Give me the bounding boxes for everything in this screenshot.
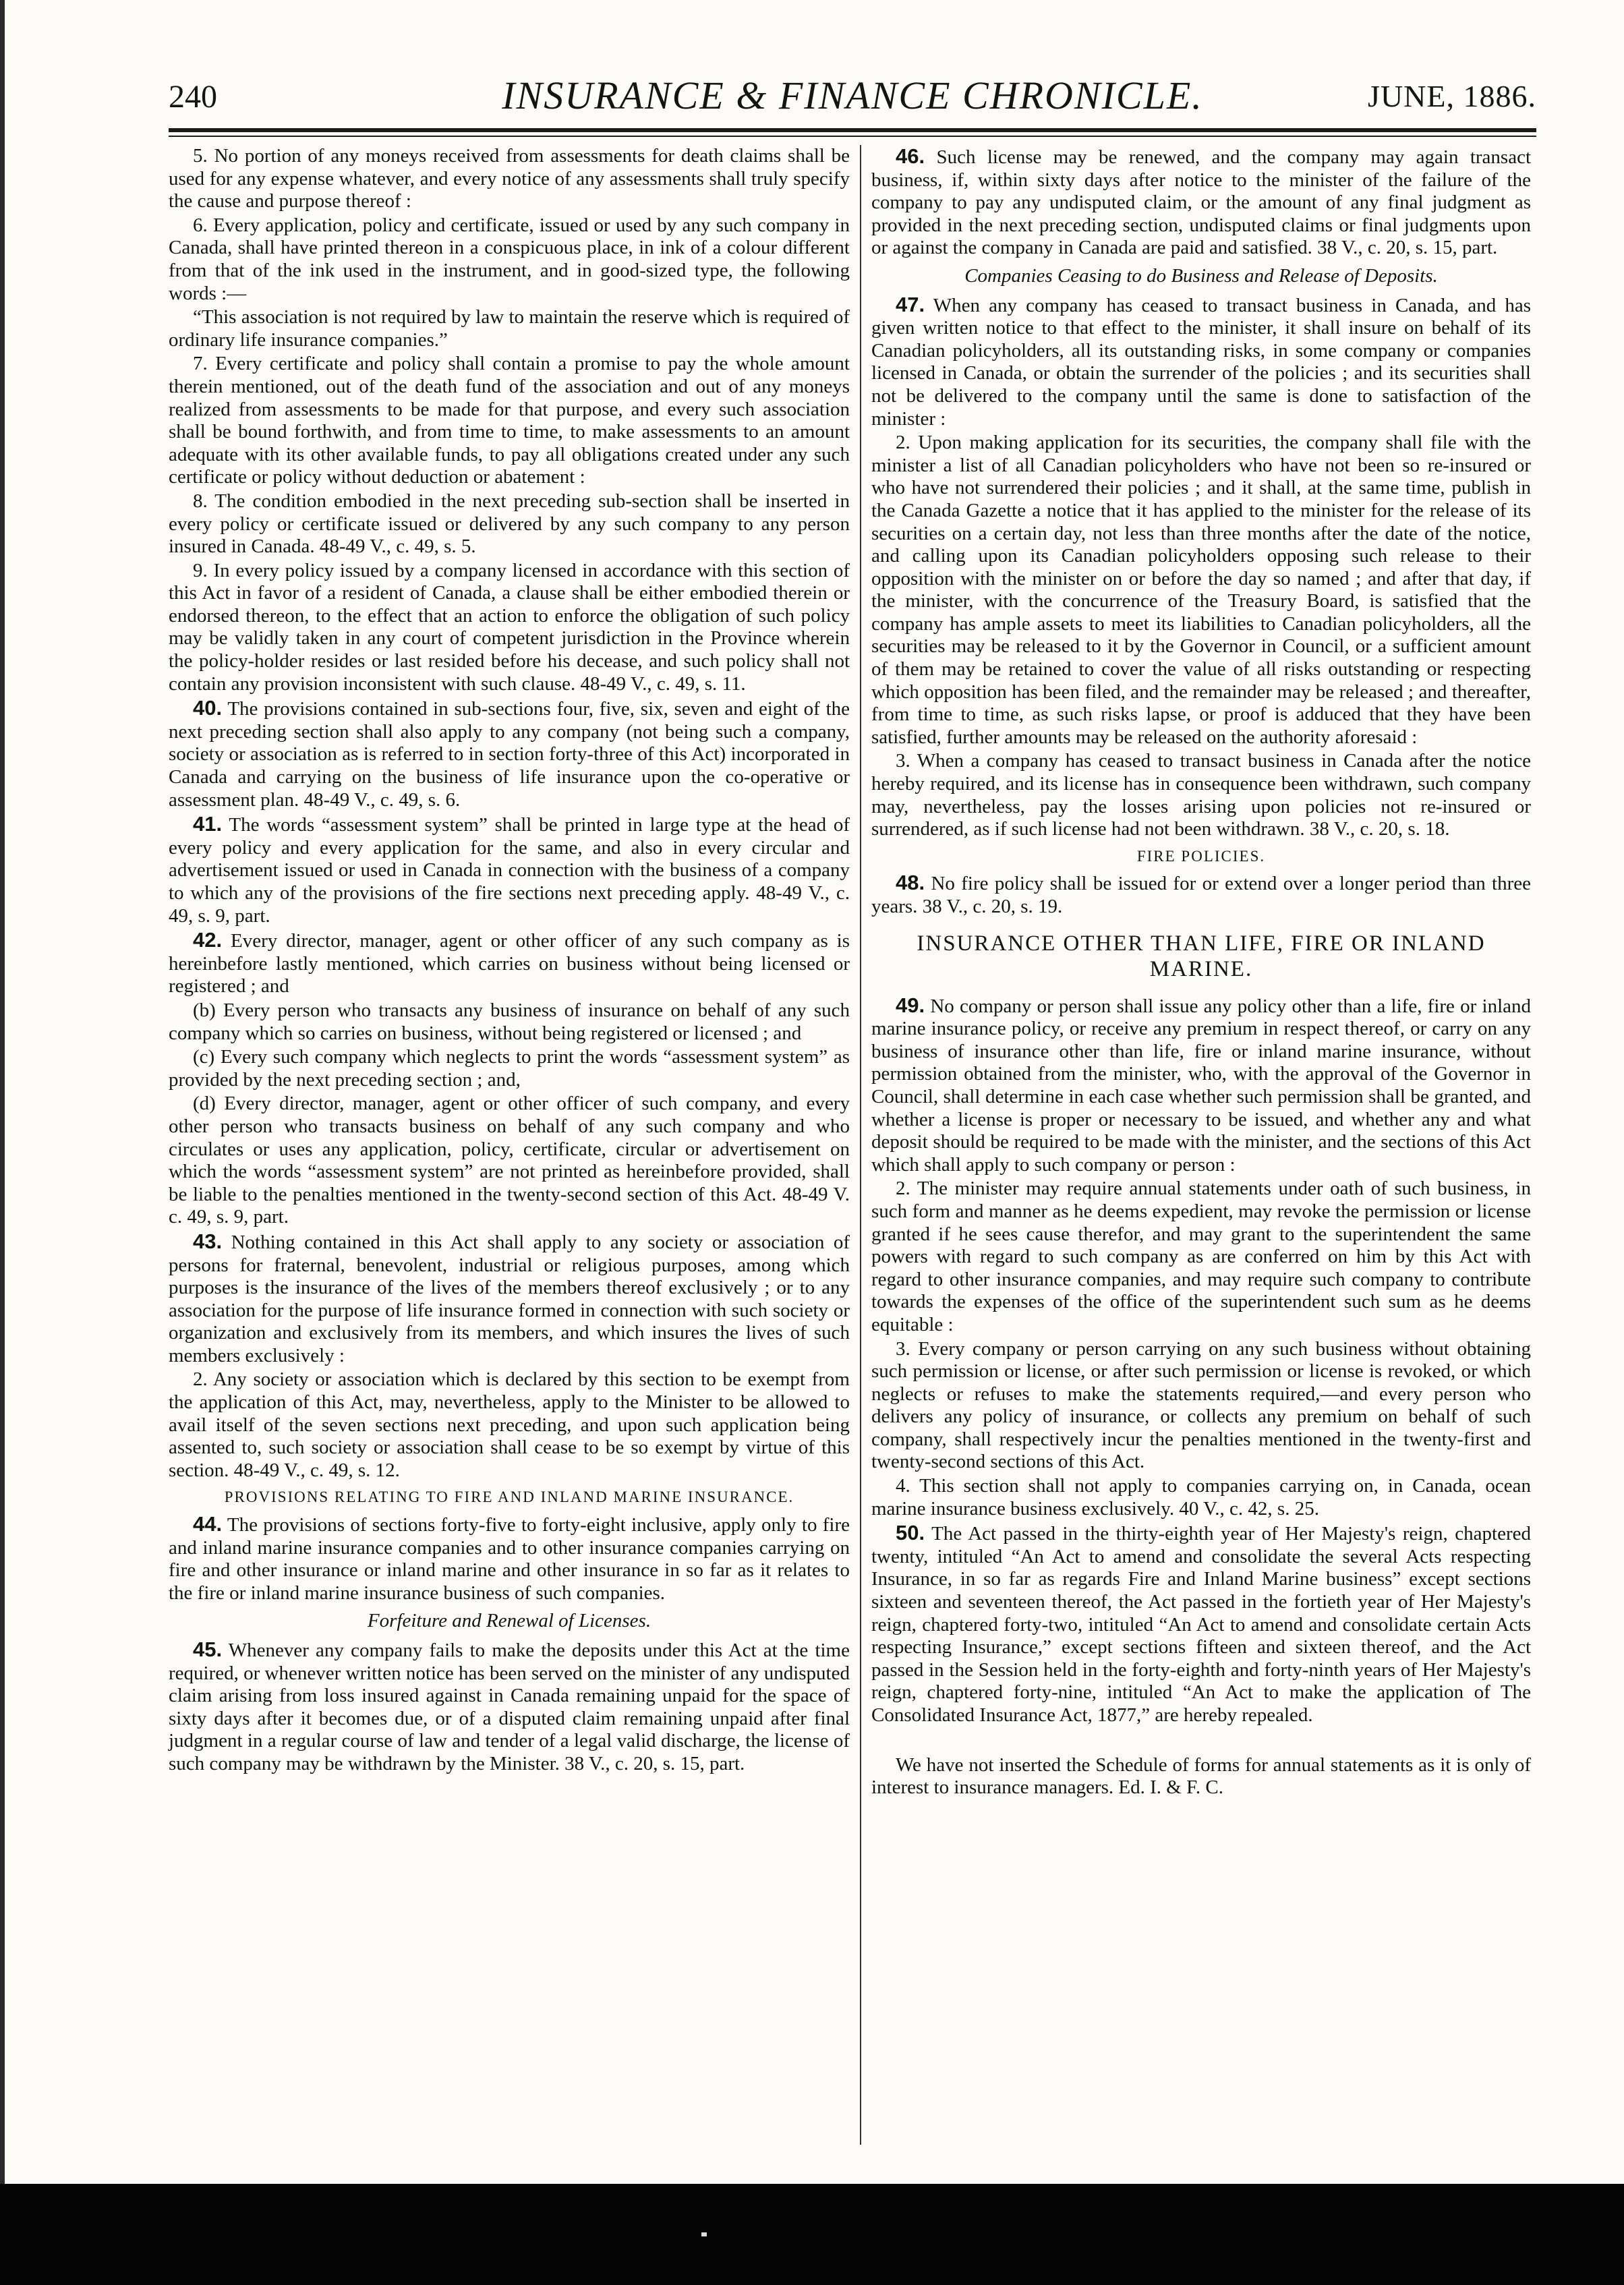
section-paragraph (169, 490, 850, 558)
section-paragraph (871, 750, 1531, 840)
section-heading: Companies Ceasing to do Business and Release of Deposits. (964, 264, 1438, 287)
section-paragraph (169, 1230, 850, 1368)
section-paragraph (871, 994, 1531, 1177)
section-number: 40. (193, 696, 223, 720)
paragraph-text: 3. When a company has ceased to transact business in Canada after the notice hereby required, and its license has in consequence been withdrawn, such company may, nevertheless, pay the losses arising upon policies not re-insured or surrendered, as if such license had not been withdrawn. 38 V., c. 20, s. 18. (871, 750, 1531, 840)
paragraph-text: 2. The minister may require annual statements under oath of such business, in such form and manner as he deems expedient, may revoke the permission or license granted if he sees cause therefor, and may grant to the superintendent the same powers with regard to such company as are conferred on him by this Act with regard to other insurance companies, and may require such company to contribute towards the expenses of the office of the superintendent such sum as he deems equitable : (871, 1178, 1531, 1335)
section-paragraph (169, 1513, 850, 1604)
section-paragraph (169, 1368, 850, 1482)
paragraph-text: 2. Any society or association which is declared by this section to be exempt from the application of this Act, may, nevertheless, apply to the Minister to be allowed to avail itself of the seven sections next preceding, and upon such application being assented to, such society or association shall cease to be so exempt by virtue of this section. 48-49 V., c. 49, s. 12. (169, 1368, 850, 1481)
paragraph-text: Whenever any company fails to make the deposits under this Act at the time required, or whenever written notice has been served on the minister of any undisputed claim arising from loss insured against in Canada remaining unpaid for the space of sixty days after it becomes due, or of a disputed claim remaining unpaid after final judgment in a regular course of law and tender of a legal valid discharge, the license of such company may be withdrawn by the Minister. 38 V., c. 20, s. 15, part. (169, 1640, 850, 1774)
left-column (169, 145, 850, 1777)
scan-bottom-band (0, 2184, 1624, 2285)
section-paragraph (871, 1522, 1531, 1727)
section-number: 42. (193, 928, 223, 952)
issue-date: JUNE, 1886. (1368, 79, 1536, 113)
running-title: INSURANCE & FINANCE CHRONICLE. (502, 74, 1203, 117)
section-paragraph (871, 1178, 1531, 1336)
header-rule-thin (169, 136, 1536, 137)
section-heading: PROVISIONS RELATING TO FIRE AND INLAND MARINE INSURANCE. (224, 1488, 794, 1506)
scan-edge (0, 0, 5, 2185)
section-paragraph (871, 1475, 1531, 1520)
paragraph-text: 4. This section shall not apply to companies carrying on, in Canada, ocean marine insurance business exclusively. 40 V., c. 42, s. 25. (871, 1475, 1531, 1520)
paragraph-text: Such license may be renewed, and the company may again transact business, if, within sixty days after notice to the minister of the failure of the company to pay any undisputed claim, or the amount of any final judgment as provided in the next preceding section, undisputed claims or final judgments upon or against the company in Canada are paid and satisfied. 38 V., c. 20, s. 15, part. (871, 146, 1532, 259)
section-heading: Forfeiture and Renewal of Licenses. (367, 1610, 651, 1632)
header-rule (169, 128, 1536, 132)
section-heading: INSURANCE OTHER THAN LIFE, FIRE OR INLAND MARINE. (917, 931, 1486, 981)
section-number: 46. (896, 144, 925, 168)
section-paragraph (169, 1093, 850, 1229)
paragraph-text: No fire policy shall be issued for or extend over a longer period than three years. 38 V., c. 20, s. 19. (871, 873, 1532, 917)
paragraph-text: (b) Every person who transacts any business of insurance on behalf of any such company which so carries on business, without being registered or licensed ; and (169, 999, 850, 1044)
paragraph-text: (c) Every such company which neglects to print the words “assessment system” as provided by the next preceding section ; and, (169, 1046, 850, 1091)
section-paragraph (169, 813, 850, 927)
paragraph-text: 7. Every certificate and policy shall contain a promise to pay the whole amount therein mentioned, out of the death fund of the association and out of any moneys realized from assessments to be made for that purpose, and every such association shall be bound forthwith, and from time to time, to make assessments to an amount adequate with its other available funds, to pay all obligations created under any such certificate or policy without deduction or abatement : (169, 353, 850, 488)
paragraph-text: The Act passed in the thirty-eighth year of Her Majesty's reign, chaptered twenty, intituled “An Act to amend and consolidate the several Acts respecting Insurance, in so far as regards Fire and Inland Marine business” except sections sixteen and seventeen thereof, the Act passed in the fortieth year of Her Majesty's reign, chaptered forty-two, intituled “An Act to amend and consolidate certain Acts respecting Insurance,” except sections fifteen and sixteen thereof, and the Act passed in the Session held in the forty-eighth and forty-ninth years of Her Majesty's reign, chaptered forty-nine, intituled “An Act to make the application of The Consolidated Insurance Act, 1877,” are hereby repealed. (871, 1523, 1531, 1726)
section-number: 47. (896, 292, 925, 316)
section-number: 49. (896, 993, 925, 1017)
column-divider (860, 145, 861, 2145)
paragraph-text: Every director, manager, agent or other officer of any such company as is hereinbefore lastly mentioned, which carries on business without being licensed or registered ; and (169, 930, 850, 997)
section-paragraph (169, 214, 850, 305)
section-number: 48. (896, 871, 925, 895)
section-paragraph (871, 293, 1531, 431)
paragraph-text: 3. Every company or person carrying on any such business without obtaining such permission or license, or after such permission or license is revoked, or which neglects or refuses to make the statements required,—and every person who delivers any policy of insurance, or collects any premium on behalf of such company, shall respectively incur the penalties mentioned in the twenty-first and twenty-second sections of this Act. (871, 1337, 1531, 1473)
paragraph-text: The provisions of sections forty-five to forty-eight inclusive, apply only to fire and inland marine insurance companies and to other insurance companies carrying on fire and other insurance or inland marine and other insurance in so far as it relates to the fire or inland marine insurance business of such companies. (169, 1514, 850, 1604)
paragraph-text: 2. Upon making application for its securities, the company shall file with the minister a list of all Canadian policyholders who have not been so re-insured or who have not surrendered their policies ; and it shall, at the same time, publish in the Canada Gazette a notice that it has applied to the minister for the release of its securities on a certain day, not less than three months after the date of the notice, and calling upon its Canadian policyholders opposing such release to their opposition with the minister on or before the day so named ; and after that day, if the minister, with the concurrence of the Treasury Board, is satisfied that the company has ample assets to meet its liabilities to Canadian policyholders, all the securities may be released to it by the Governor in Council, or a sufficient amount of them may be retained to cover the value of all risks outstanding or respecting which opposition has been filed, and the remainder may be released ; and thereafter, from time to time, as such risks lapse, or proof is adduced that they have been satisfied, further amounts may be released on the authority aforesaid : (871, 432, 1531, 748)
section-number: 43. (193, 1229, 223, 1253)
section-paragraph (871, 145, 1531, 260)
section-paragraph (169, 1000, 850, 1045)
paragraph-text: The provisions contained in sub-sections four, five, six, seven and eight of the next preceding section shall also apply to any company (not being such a company, society or association as is referred to in section forty-three of this Act) incorporated in Canada and carrying on the business of life insurance upon the co-operative or assessment plan. 48-49 V., c. 49, s. 6. (169, 698, 850, 811)
section-paragraph (169, 560, 850, 696)
section-paragraph (871, 871, 1531, 918)
section-paragraph (871, 1338, 1531, 1474)
paragraph-text: (d) Every director, manager, agent or other officer of such company, and every other person who transacts business on behalf of any such company and who circulates or uses any application, policy, certificate, circular or advertisement on which the words “assessment system” are not printed as hereinbefore provided, shall be liable to the penalties mentioned in the twenty-second section of this Act. 48-49 V. c. 49, s. 9, part. (169, 1093, 850, 1228)
section-paragraph (169, 145, 850, 213)
page-header (169, 73, 1536, 127)
section-paragraph (169, 929, 850, 998)
section-paragraph (169, 1046, 850, 1091)
section-paragraph (169, 697, 850, 811)
right-column (871, 145, 1531, 1801)
paragraph-text: 8. The condition embodied in the next preceding sub-section shall be inserted in every policy or certificate issued or delivered by any such company to any person insured in Canada. 48-49 V., c. 49, s. 5. (169, 490, 850, 558)
section-paragraph (871, 432, 1531, 749)
paragraph-text: 9. In every policy issued by a company licensed in accordance with this section of this Act in favor of a resident of Canada, a clause shall be either embodied therein or endorsed thereon, to the effect that an action to enforce the obligation of such policy may be validly taken in any court of competent jurisdiction in the Province wherein the policy-holder resides or last resided before his decease, and such policy shall not contain any provision inconsistent with such clause. 48-49 V., c. 49, s. 11. (169, 559, 850, 695)
paragraph-text: “This association is not required by law to maintain the reserve which is required of ordinary life insurance companies.” (169, 306, 850, 351)
section-paragraph (169, 1638, 850, 1776)
section-paragraph (169, 306, 850, 351)
section-number: 45. (193, 1638, 223, 1661)
paragraph-text: The words “assessment system” shall be printed in large type at the head of every policy and every application for the same, and also in every circular and advertisement issued or used in Canada in connection with the business of a company to which any of the provisions of the fire sections next preceding apply. 48-49 V., c. 49, s. 9, part. (169, 814, 850, 927)
section-number: 50. (896, 1521, 925, 1545)
section-number: 41. (193, 812, 223, 836)
editor-note: We have not inserted the Schedule of forms for annual statements as it is only of interest to insurance managers. Ed. I. & F. C. (871, 1754, 1531, 1799)
page-number: 240 (169, 79, 217, 115)
section-paragraph (169, 353, 850, 489)
paragraph-text: 6. Every application, policy and certificate, issued or used by any such company in Canada, shall have printed thereon in a conspicuous place, in ink of a colour different from that of the ink used in the instrument, and in good-sized type, the following words :— (169, 214, 850, 304)
scan-mark (701, 2232, 707, 2236)
paragraph-text: When any company has ceased to transact business in Canada, and has given written notice to that effect to the minister, it shall insure on behalf of its Canadian policyholders, all its outstanding risks, in some company or companies licensed in Canada, or obtain the surrender of the policies ; and its securities shall not be delivered to the company until the same is done to satisfaction of the minister : (871, 294, 1531, 430)
paragraph-text: 5. No portion of any moneys received from assessments for death claims shall be used for any expense whatever, and every notice of any assessments shall truly specify the cause and purpose thereof : (169, 145, 850, 212)
paragraph-text: Nothing contained in this Act shall apply to any society or association of persons for fraternal, benevolent, industrial or religious purposes, among which purposes is the insurance of the lives of the members thereof exclusively ; or to any association for the purpose of life insurance formed in connection with such society or organization and exclusively from its members, and which insures the lives of such members exclusively : (169, 1231, 850, 1366)
section-heading: FIRE POLICIES. (1136, 847, 1266, 865)
section-number: 44. (193, 1512, 223, 1536)
paragraph-text: No company or person shall issue any policy other than a life, fire or inland marine insurance policy, or receive any premium in respect thereof, or carry on any business of insurance other than life, fire or inland marine insurance, without permission obtained from the minister, who, with the approval of the Governor in Council, shall determine in each case whether such permission shall be granted, and whether a license is proper or necessary to be issued, and whether any and what deposit should be required to be made with the minister, and the sections of this Act which shall apply to such company or person : (871, 995, 1532, 1176)
